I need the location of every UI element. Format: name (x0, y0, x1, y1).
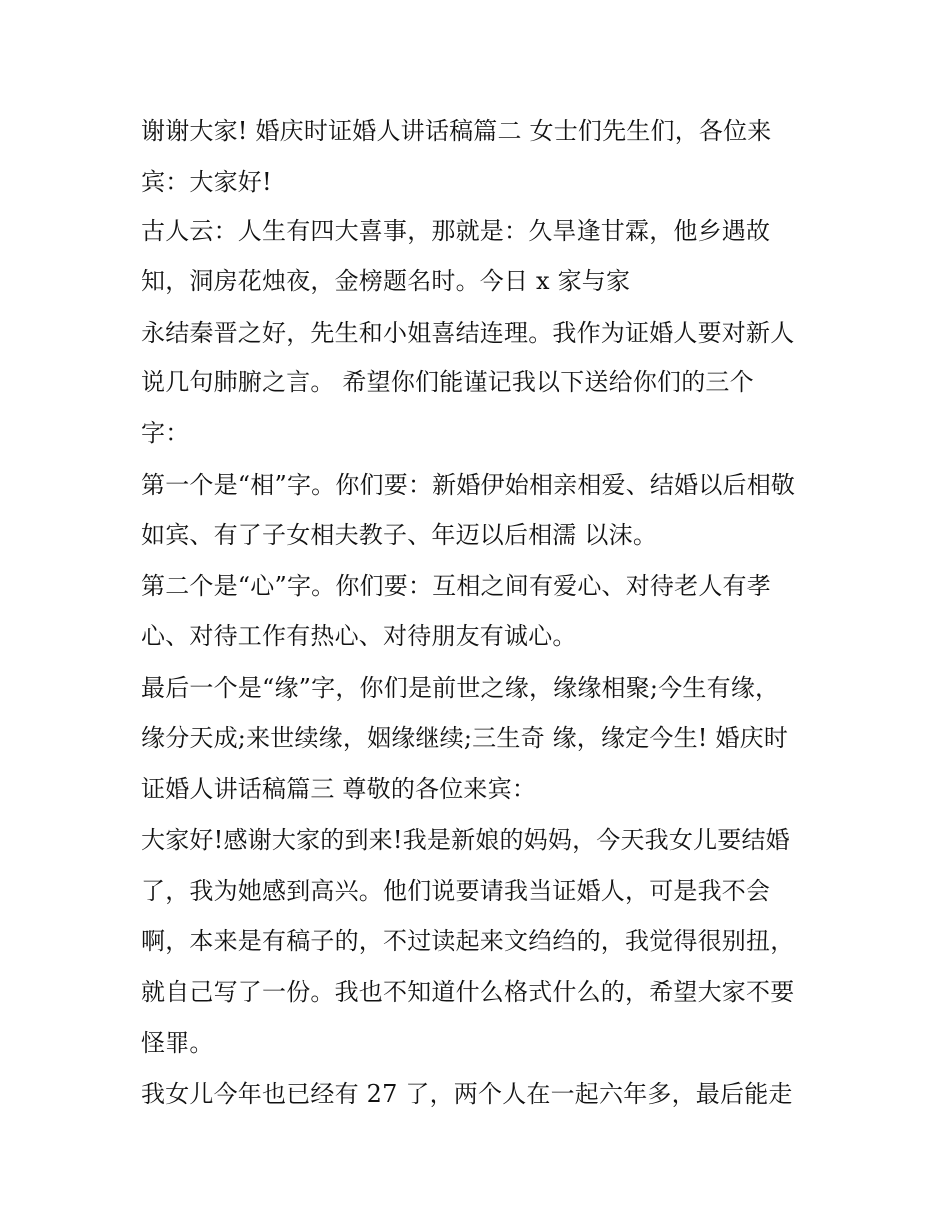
text-line: 第二个是“心”字。你们要：互相之间有爱心、对待老人有孝 (141, 572, 771, 600)
text-line: 啊，本来是有稿子的，不过读起来文绉绉的，我觉得很别扭， (141, 927, 795, 955)
text-line: 我女儿今年也已经有 27 了，两个人在一起六年多，最后能走 (141, 1080, 793, 1108)
text-line: 如宾、有了子女相夫教子、年迈以后相濡 以沫。 (141, 521, 658, 549)
text-line: 心、对待工作有热心、对待朋友有诚心。 (141, 622, 577, 650)
text-line: 大家好!感谢大家的到来!我是新娘的妈妈，今天我女儿要结婚 (141, 826, 790, 854)
text-line: 最后一个是“缘”字，你们是前世之缘，缘缘相聚;今生有缘， (141, 674, 780, 702)
text-line: 永结秦晋之好，先生和小姐喜结连理。我作为证婚人要对新人 (141, 319, 795, 347)
text-line: 宾：大家好! (141, 168, 272, 196)
text-line: 说几句肺腑之言。 希望你们能谨记我以下送给你们的三个 (141, 368, 754, 396)
text-line: 谢谢大家! 婚庆时证婚人讲话稿篇二 女士们先生们，各位来 (141, 117, 772, 145)
text-line: 怪罪。 (141, 1029, 214, 1057)
text-line: 字： (141, 419, 190, 447)
text-line: 第一个是“相”字。你们要：新婚伊始相亲相爱、结婚以后相敬 (141, 471, 796, 499)
text-line: 古人云：人生有四大喜事，那就是：久旱逢甘霖，他乡遇故 (141, 217, 771, 245)
text-line: 了，我为她感到高兴。他们说要请我当证婚人，可是我不会 (141, 877, 771, 905)
text-line: 缘分天成;来世续缘，姻缘继续;三生奇 缘，缘定今生! 婚庆时 (141, 724, 789, 752)
text-line: 就自己写了一份。我也不知道什么格式什么的，希望大家不要 (141, 978, 795, 1006)
text-line: 知，洞房花烛夜，金榜题名时。今日 x 家与家 (141, 267, 631, 295)
text-line: 证婚人讲话稿篇三 尊敬的各位来宾： (141, 775, 537, 803)
